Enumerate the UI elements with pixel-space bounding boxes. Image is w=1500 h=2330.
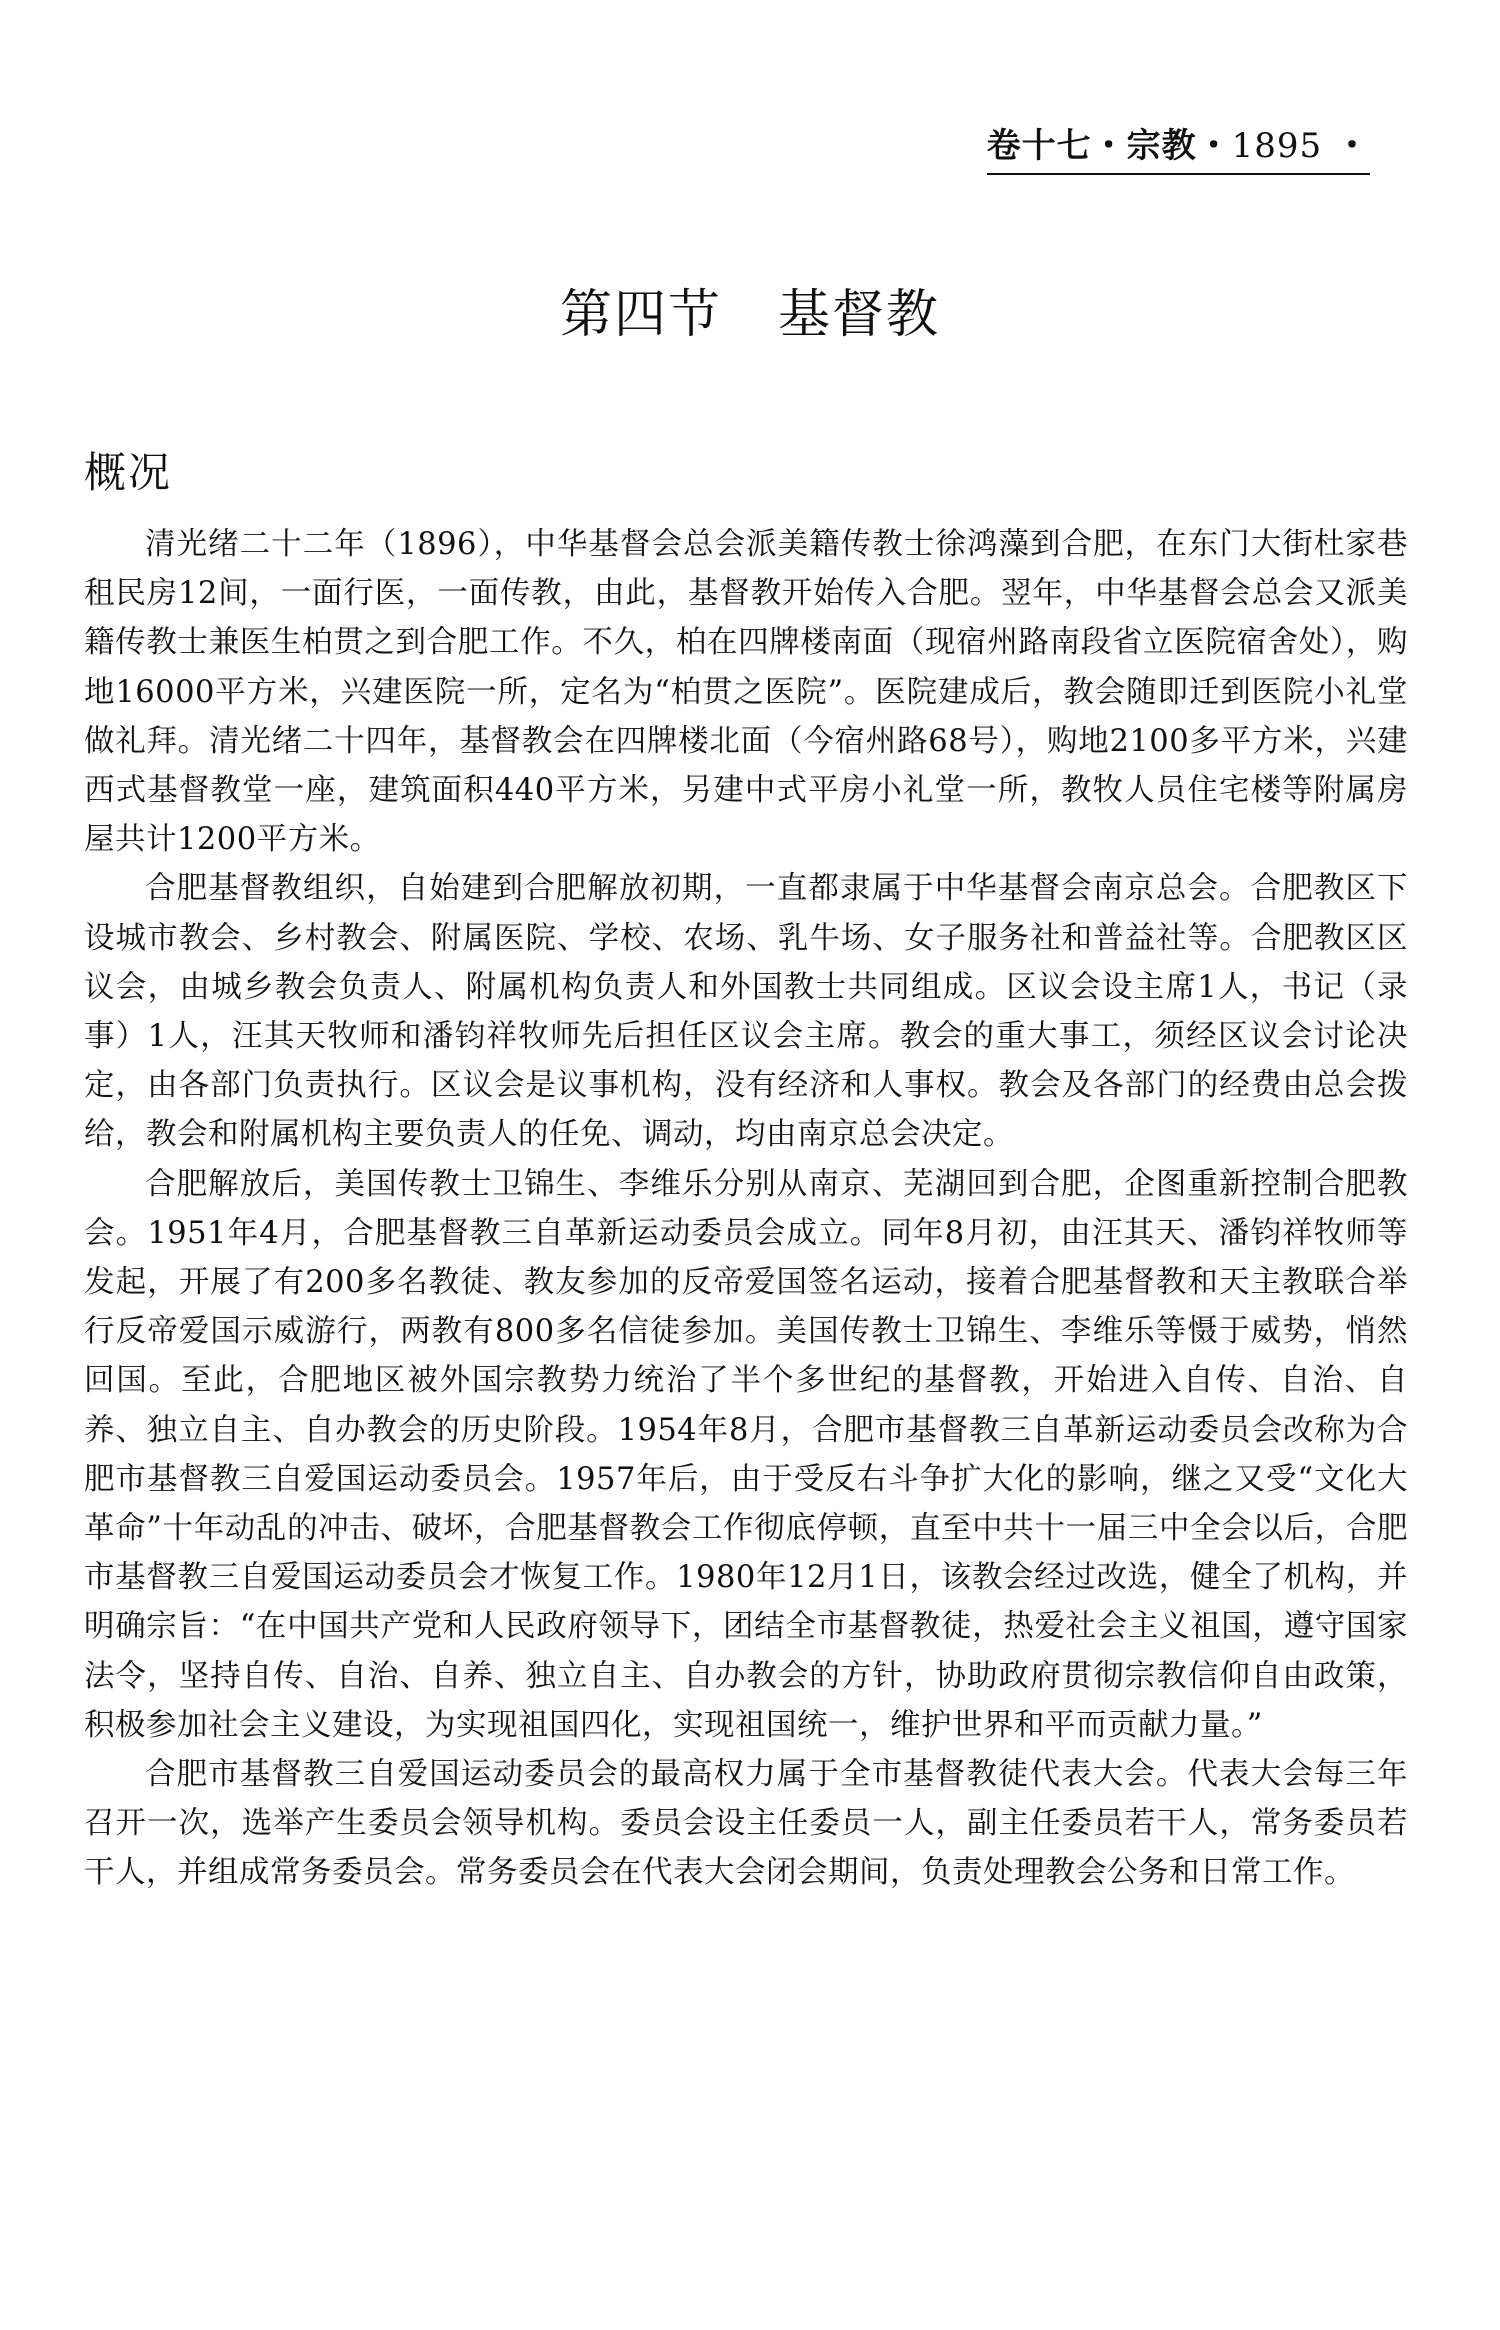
paragraph: 合肥市基督教三自爱国运动委员会的最高权力属于全市基督教徒代表大会。代表大会每三年召开一次，选举产生委员会领导机构。委员会设主任委员一人，副主任委员若干人，常务委员若干人，并组成常务委员会。常务委员会在代表大会闭会期间，负责处理教会公务和日常工作。 [84, 1757, 1408, 1891]
section-name: 基督教 [778, 285, 941, 345]
paragraph: 清光绪二十二年（1896），中华基督会总会派美籍传教士徐鸿藻到合肥，在东门大街杜家巷租民房12间，一面行医，一面传教，由此，基督教开始传入合肥。翌年，中华基督会总会又派美籍传教士兼医生柏贯之到合肥工作。不久，柏在四牌楼南面（现宿州路南段省立医院宿舍处），购地16000平方米，兴建医院一所，定名为“柏贯之医院”。医院建成后，教会随即迁到医院小礼堂做礼拜。清光绪二十四年，基督教会在四牌楼北面（今宿州路68号），购地2100多平方米，兴建西式基督教堂一座，建筑面积440平方米，另建中式平房小礼堂一所，教牧人员住宅楼等附属房屋共计1200平方米。 [84, 527, 1408, 858]
page-number: 1895 [1231, 126, 1323, 166]
running-header-trail: ・ [1322, 126, 1370, 166]
running-header [987, 118, 1370, 175]
section-number: 第四节 [559, 285, 722, 345]
body-text [84, 520, 1408, 1898]
running-header-volume: 卷十七・宗教・ [986, 126, 1232, 166]
paragraph: 合肥解放后，美国传教士卫锦生、李维乐分别从南京、芜湖回到合肥，企图重新控制合肥教会。1951年4月，合肥基督教三自革新运动委员会成立。同年8月初，由汪其天、潘钧祥牧师等发起，开展了有200多名教徒、教友参加的反帝爱国签名运动，接着合肥基督教和天主教联合举行反帝爱国示威游行，两教有800多名信徒参加。美国传教士卫锦生、李维乐等慑于威势，悄然回国。至此，合肥地区被外国宗教势力统治了半个多世纪的基督教，开始进入自传、自治、自养、独立自主、自办教会的历史阶段。1954年8月，合肥市基督教三自革新运动委员会改称为合肥市基督教三自爱国运动委员会。1957年后，由于受反右斗争扩大化的影响，继之又受“文化大革命”十年动乱的冲击、破坏，合肥基督教会工作彻底停顿，直至中共十一届三中全会以后，合肥市基督教三自爱国运动委员会才恢复工作。1980年12月1日，该教会经过改选，健全了机构，并明确宗旨：“在中国共产党和人民政府领导下，团结全市基督教徒，热爱社会主义祖国，遵守国家法令，坚持自传、自治、自养、独立自主、自办教会的方针，协助政府贯彻宗教信仰自由政策，积极参加社会主义建设，为实现祖国四化，实现祖国统一，维护世界和平而贡献力量。” [84, 1166, 1408, 1743]
section-title [0, 272, 1500, 347]
paragraph: 合肥基督教组织，自始建到合肥解放初期，一直都隶属于中华基督会南京总会。合肥教区下设城市教会、乡村教会、附属医院、学校、农场、乳牛场、女子服务社和普益社等。合肥教区区议会，由城乡教会负责人、附属机构负责人和外国教士共同组成。区议会设主席1人，书记（录事）1人，汪其天牧师和潘钧祥牧师先后担任区议会主席。教会的重大事工，须经区议会讨论决定，由各部门负责执行。区议会是议事机构，没有经济和人事权。教会及各部门的经费由总会拨给，教会和附属机构主要负责人的任免、调动，均由南京总会决定。 [84, 871, 1408, 1153]
subheading: 概况 [84, 448, 173, 497]
